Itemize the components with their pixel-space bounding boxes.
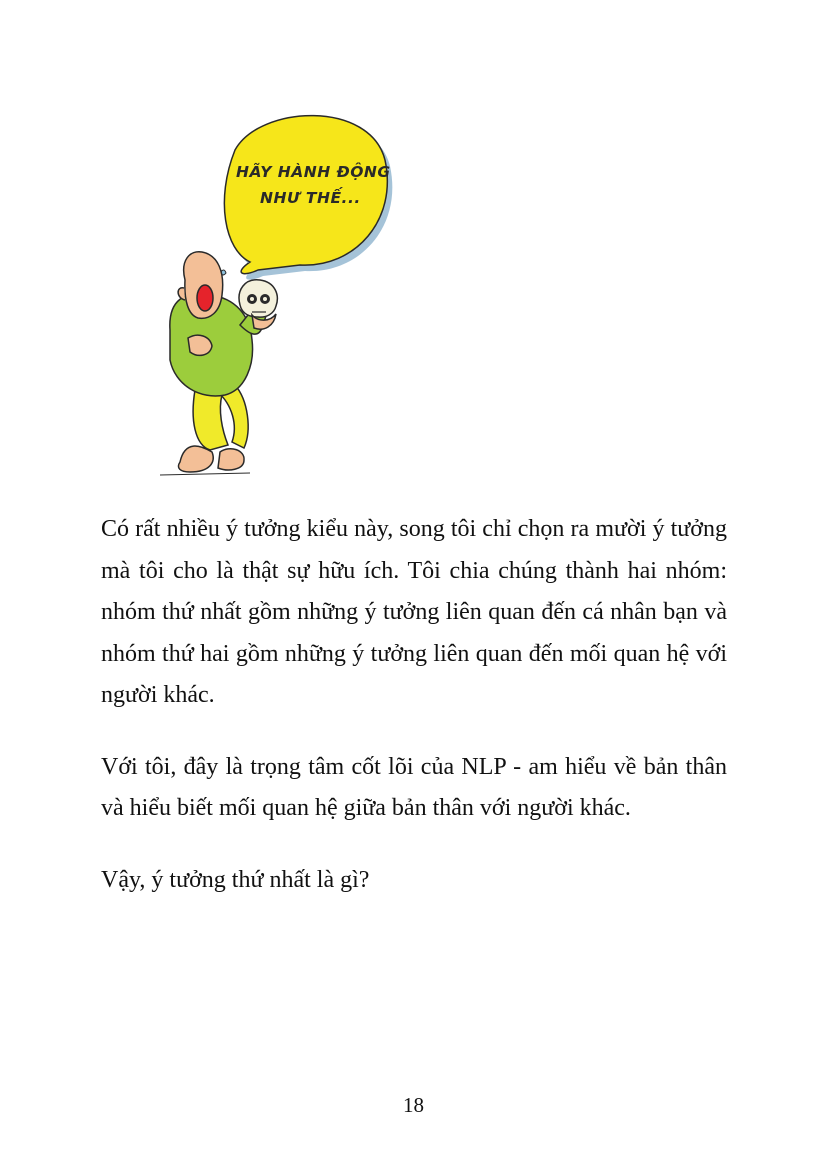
paragraph-2: Với tôi, đây là trọng tâm cốt lõi của NLP - am hiểu về bản thân và hiểu biết mối quan hệ giữa bản thân với người khác. [101,753,727,821]
page-number: 18 [403,1093,424,1117]
bubble-line-2: NHƯ THẾ... [260,189,361,207]
paragraph-3: Vậy, ý tưởng thứ nhất là gì? [101,866,370,893]
cartoon-illustration [140,100,400,485]
body-text [101,509,727,931]
cartoon-man-icon [140,100,400,485]
paragraph-1: Có rất nhiều ý tưởng kiểu này, song tôi chỉ chọn ra mười ý tưởng mà tôi cho là thật sự hữu ích. Tôi chia chúng thành hai nhóm: nhóm thứ nhất gồm những ý tưởng liên quan đến cá nhân bạn và nhóm thứ hai gồm những ý tưởng liên quan đến mối quan hệ với người khác. [101,516,727,708]
bubble-line-1: HÃY HÀNH ĐỘNG [236,163,391,181]
skull-icon [239,280,277,317]
